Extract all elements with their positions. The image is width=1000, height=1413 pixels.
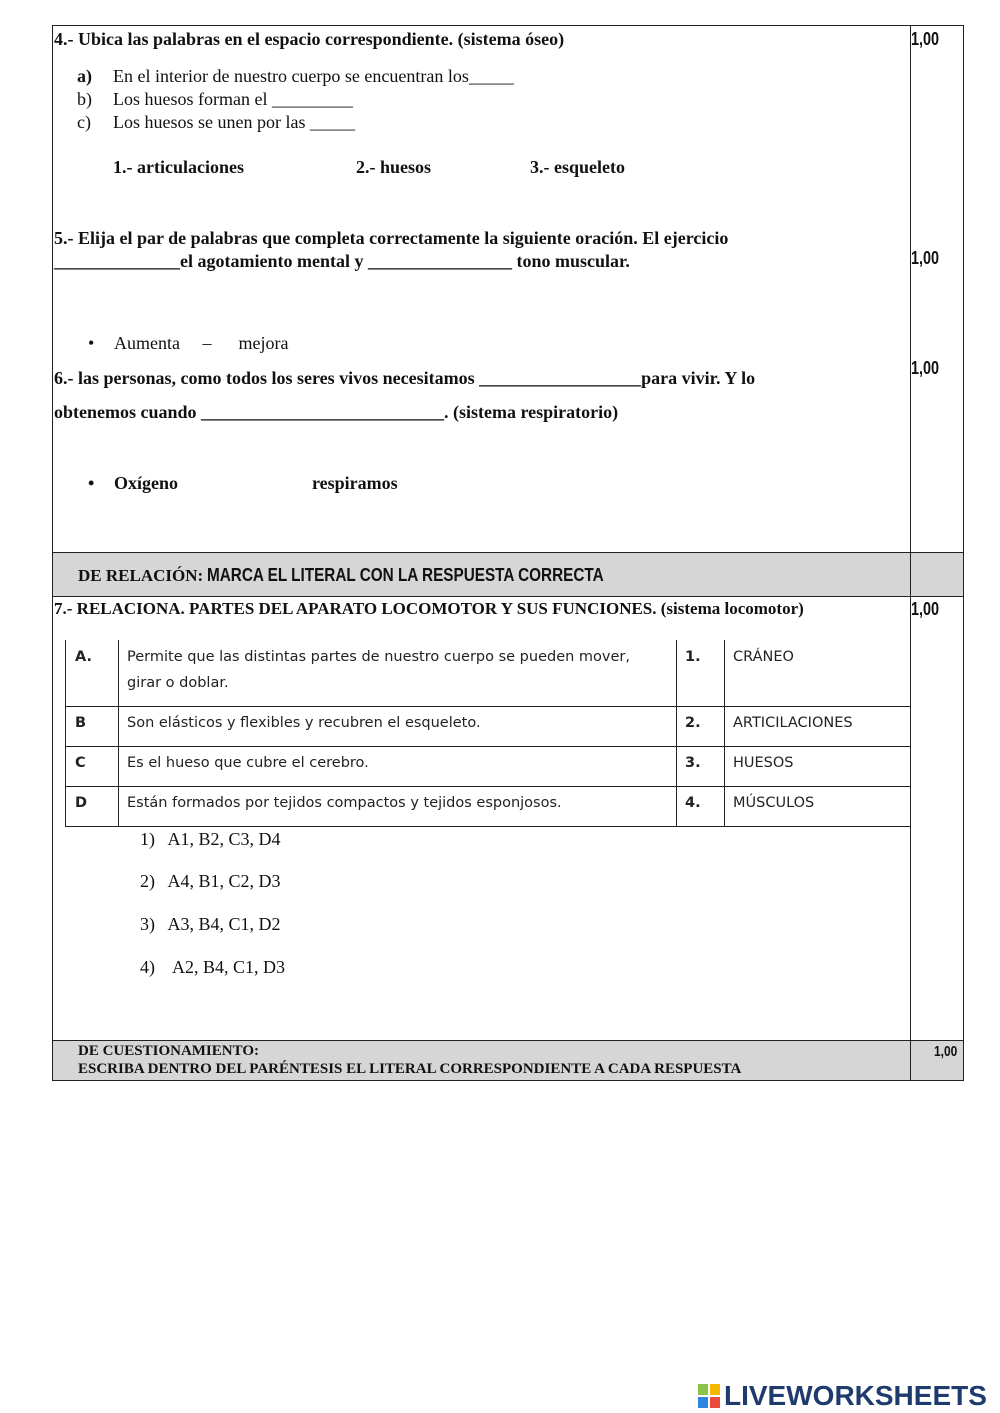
- row-letter: B: [75, 715, 87, 731]
- section-prefix: DE RELACIÓN:: [78, 566, 204, 585]
- fill-blank-item: Los huesos se unen por las _____: [113, 112, 355, 132]
- question-7-title: 7.- RELACIONA. PARTES DEL APARATO LOCOMOTOR Y SUS FUNCIONES. (sistema locomotor): [54, 599, 804, 618]
- divider: [52, 1040, 964, 1041]
- row-number: 3.: [685, 755, 701, 771]
- divider: [52, 1080, 964, 1081]
- row-description: Son elásticos y flexibles y recubren el esqueleto.: [127, 715, 481, 731]
- row-description: Están formados por tejidos compactos y tejidos esponjosos.: [127, 795, 562, 811]
- answer-option: • Oxígeno: [114, 473, 178, 494]
- row-term: HUESOS: [733, 755, 794, 771]
- question-7-score: 1,00: [911, 599, 940, 619]
- row-term: CRÁNEO: [733, 649, 794, 665]
- row-number: 2.: [685, 715, 701, 731]
- item-label: a): [77, 66, 92, 86]
- logo-text: LIVEWORKSHEETS: [724, 1380, 987, 1411]
- border: [963, 25, 964, 1081]
- fill-blank-item: Los huesos forman el _________: [113, 89, 353, 109]
- answer-choice-3[interactable]: 3) A3, B4, C1, D2: [140, 914, 281, 934]
- liveworksheets-logo: [698, 1380, 987, 1412]
- divider: [52, 596, 964, 597]
- answer-option: respiramos: [312, 473, 398, 493]
- word-option: 3.- esqueleto: [530, 157, 625, 177]
- question-6-sentence: obtenemos cuando ___________________________. (sistema respiratorio): [54, 402, 619, 422]
- score-column-divider: [910, 25, 911, 1081]
- item-label: b): [77, 89, 92, 109]
- live-blocks-icon: [698, 1384, 720, 1408]
- row-description: Es el hueso que cubre el cerebro.: [127, 755, 369, 771]
- word-option: 2.- huesos: [356, 157, 432, 177]
- answer-choice-2[interactable]: 2) A4, B1, C2, D3: [140, 871, 281, 891]
- question-6-score: 1,00: [911, 358, 940, 378]
- answer-choice-1[interactable]: 1) A1, B2, C3, D4: [140, 829, 281, 849]
- section-instruction: ESCRIBA DENTRO DEL PARÉNTESIS EL LITERAL CORRESPONDIENTE A CADA RESPUESTA: [78, 1061, 742, 1077]
- section-heading-cuestionamiento: DE CUESTIONAMIENTO:: [78, 1043, 260, 1059]
- question-5-score: 1,00: [911, 248, 940, 268]
- fill-blank-item: En el interior de nuestro cuerpo se encuentran los_____: [113, 66, 514, 86]
- question-4-title: 4.- Ubica las palabras en el espacio correspondiente. (sistema óseo): [54, 29, 565, 49]
- border: [52, 25, 53, 1081]
- section-score: 1,00: [934, 1043, 958, 1060]
- question-6-title: 6.- las personas, como todos los seres vivos necesitamos __________________para vivir. Y lo: [54, 368, 756, 388]
- row-term: MÚSCULOS: [733, 795, 815, 811]
- section-instruction: MARCA EL LITERAL CON LA RESPUESTA CORRECTA: [207, 565, 605, 585]
- question-5-sentence: ______________el agotamiento mental y ________________ tono muscular.: [54, 251, 630, 271]
- question-4-score: 1,00: [911, 29, 940, 49]
- row-description: Permite que las distintas partes de nuestro cuerpo se pueden mover,: [127, 649, 630, 665]
- item-label: c): [77, 112, 91, 132]
- row-letter: A.: [75, 649, 92, 665]
- row-number: 1.: [685, 649, 701, 665]
- row-letter: C: [75, 755, 86, 771]
- word-option: 1.- articulaciones: [113, 157, 244, 177]
- answer-choice-4[interactable]: 4) A2, B4, C1, D3: [140, 957, 286, 977]
- question-5-title: 5.- Elija el par de palabras que completa correctamente la siguiente oración. El ejercicio: [54, 228, 729, 248]
- section-heading-relacion: [78, 565, 674, 586]
- answer-option: • Aumenta – mejora: [114, 333, 288, 354]
- row-number: 4.: [685, 795, 701, 811]
- row-term: ARTICILACIONES: [733, 715, 853, 731]
- divider: [52, 552, 964, 553]
- row-description-cont: girar o doblar.: [127, 675, 229, 691]
- row-letter: D: [75, 795, 88, 811]
- border: [52, 25, 964, 26]
